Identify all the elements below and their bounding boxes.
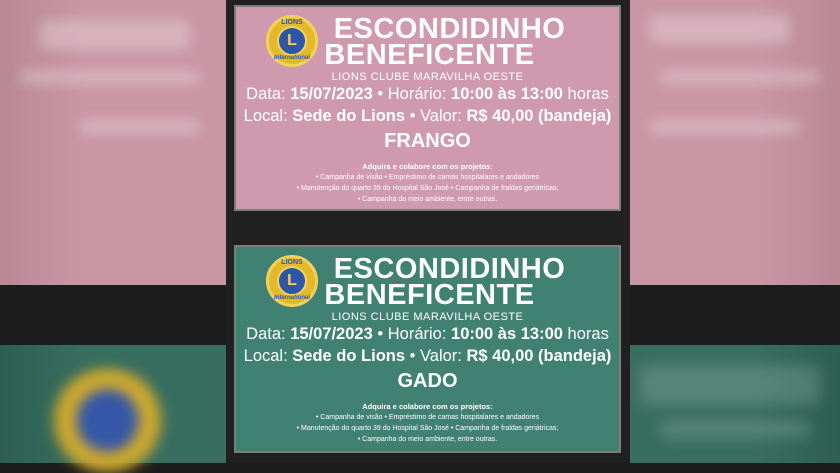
- logo-letter: L: [287, 272, 297, 289]
- projects-line: • Campanha de visão • Empréstimo de camas hospitalares e andadores: [315, 414, 540, 421]
- club-name: LIONS CLUBE MARAVILHA OESTE: [331, 311, 524, 323]
- price-value: R$ 40,00 (bandeja): [466, 107, 612, 125]
- projects-line: • Manutenção do quarto 39 do Hospital São José • Campanha de fraldas geriátricas;: [296, 425, 559, 432]
- date-time-line: [236, 85, 619, 104]
- title-line1: ESCONDIDINHO: [333, 253, 566, 285]
- time-unit: horas: [567, 85, 609, 103]
- title-line1: ESCONDIDINHO: [333, 13, 566, 45]
- club-name: LIONS CLUBE MARAVILHA OESTE: [331, 71, 524, 83]
- logo-letter: L: [287, 32, 297, 49]
- price-value: R$ 40,00 (bandeja): [466, 347, 612, 365]
- flyer-card-gado: [234, 245, 621, 453]
- date-time-line: [236, 325, 619, 344]
- title-line2: BENEFICENTE: [324, 279, 535, 311]
- date-value: 15/07/2023: [290, 325, 373, 343]
- place-label: Local:: [243, 347, 288, 365]
- place-value: Sede do Lions: [292, 107, 406, 125]
- price-label: • Valor:: [409, 347, 462, 365]
- projects-line: • Campanha de visão • Empréstimo de camas hospitalares e andadores: [315, 174, 540, 181]
- logo-top-text: LIONS: [281, 19, 303, 26]
- place-label: Local:: [243, 107, 288, 125]
- time-value: 10:00 às 13:00: [451, 85, 563, 103]
- place-price-line: [236, 347, 619, 366]
- price-label: • Valor:: [409, 107, 462, 125]
- flavor-label: GADO: [397, 370, 458, 392]
- time-label: • Horário:: [377, 85, 447, 103]
- blurred-lions-logo-icon: [50, 368, 165, 473]
- date-value: 15/07/2023: [290, 85, 373, 103]
- date-label: Data:: [246, 85, 286, 103]
- place-value: Sede do Lions: [292, 347, 406, 365]
- logo-bottom-text: International: [273, 55, 310, 61]
- flavor-label: FRANGO: [384, 130, 471, 152]
- time-value: 10:00 às 13:00: [451, 325, 563, 343]
- projects-line: • Campanha do meio ambiente, entre outras.: [357, 196, 498, 203]
- logo-bottom-text: International: [273, 295, 310, 301]
- projects-line: • Manutenção do quarto 39 do Hospital São José • Campanha de fraldas geriátricas;: [296, 185, 559, 192]
- time-label: • Horário:: [377, 325, 447, 343]
- logo-top-text: LIONS: [281, 259, 303, 266]
- projects-heading: Adquira e colabore com os projetos:: [362, 162, 493, 171]
- projects-heading: Adquira e colabore com os projetos:: [362, 402, 493, 411]
- date-label: Data:: [246, 325, 286, 343]
- projects-line: • Campanha do meio ambiente, entre outras.: [357, 436, 498, 443]
- time-unit: horas: [567, 325, 609, 343]
- flyer-card-frango: [234, 5, 621, 211]
- place-price-line: [236, 107, 619, 126]
- title-line2: BENEFICENTE: [324, 39, 535, 71]
